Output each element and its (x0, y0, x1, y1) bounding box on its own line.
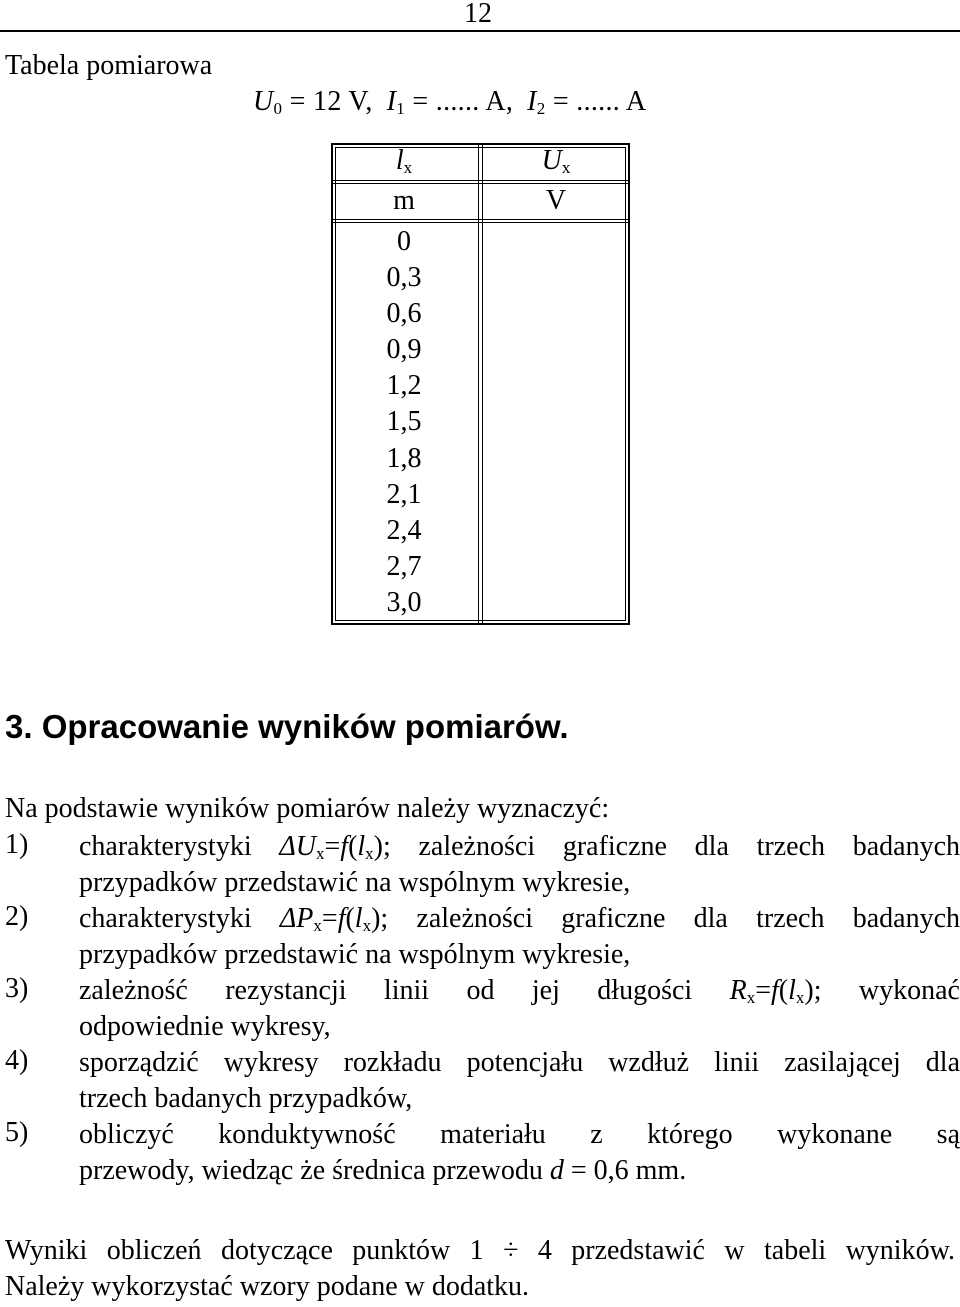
header-rule (0, 30, 960, 32)
i2-value: = ...... A (545, 86, 647, 117)
page-number: 12 (464, 0, 492, 29)
item-number: 2) (5, 901, 29, 932)
u0-symbol: U (253, 86, 274, 117)
list-item: 5) obliczyć konduktywność materiału z którego wykonane są przewody, wiedząc że średnica przewodu d = 0,6 mm. (5, 1117, 960, 1186)
row-value: 1,5 (386, 406, 422, 437)
i1-subscript: 1 (396, 99, 406, 118)
i1-symbol: I (386, 86, 397, 117)
u0-value: = 12 V, (282, 86, 373, 117)
col1-header: $l_x$ (395, 145, 413, 177)
row-value: 1,2 (386, 370, 422, 401)
item-number: 5) (5, 1117, 29, 1148)
i1-value: = ...... A, (405, 86, 514, 117)
col2-header: $U_x$ (541, 145, 571, 177)
col1-unit: m (393, 185, 415, 216)
u0-subscript: 0 (273, 99, 283, 118)
row-value: 0 (397, 226, 411, 257)
table-title: Tabela pomiarowa (5, 50, 213, 81)
i2-symbol: I (527, 86, 537, 117)
closing-line-1: Wyniki obliczeń dotyczące punktów 1 ÷ 4 przedstawić w tabeli wyników. (5, 1235, 955, 1266)
item-number: 1) (5, 829, 29, 860)
item-number: 4) (5, 1045, 29, 1076)
list-item: 4) sporządzić wykresy rozkładu potencjału wzdłuż linii zasilającej dla trzech badanych przypadków, (5, 1045, 960, 1114)
row-value: 0,3 (386, 262, 422, 293)
measurement-conditions (253, 86, 646, 119)
measurement-table (331, 143, 630, 625)
section-heading: 3. Opracowanie wyników pomiarów. (5, 708, 569, 745)
list-item: 1) charakterystyki $\Delta U_x=f(l_x)$; zależności graficzne dla trzech badanych przypadków przedstawić na wspólnym wykresie, (5, 829, 960, 898)
intro-text: Na podstawie wyników pomiarów należy wyznaczyć: (5, 793, 610, 824)
list-item: 3) zależność rezystancji linii od jej długości $R_x=f(l_x)$; wykonać odpowiednie wykresy, (5, 973, 960, 1042)
closing-line-2: Należy wykorzystać wzory podane w dodatku. (5, 1271, 530, 1302)
row-value: 2,1 (386, 479, 422, 510)
col2-unit: V (545, 185, 567, 216)
row-value: 2,4 (386, 515, 422, 546)
row-value: 2,7 (386, 551, 422, 582)
row-value: 0,6 (386, 298, 422, 329)
closing-paragraph (5, 1233, 955, 1305)
item-number: 3) (5, 973, 29, 1004)
row-value: 3,0 (386, 587, 422, 618)
row-value: 1,8 (386, 443, 422, 474)
list-item: 2) charakterystyki $\Delta P_x=f(l_x)$; zależności graficzne dla trzech badanych przypadków przedstawić na wspólnym wykresie, (5, 901, 960, 970)
row-value: 0,9 (386, 334, 422, 365)
i2-subscript: 2 (536, 99, 546, 118)
task-list (5, 829, 960, 1189)
